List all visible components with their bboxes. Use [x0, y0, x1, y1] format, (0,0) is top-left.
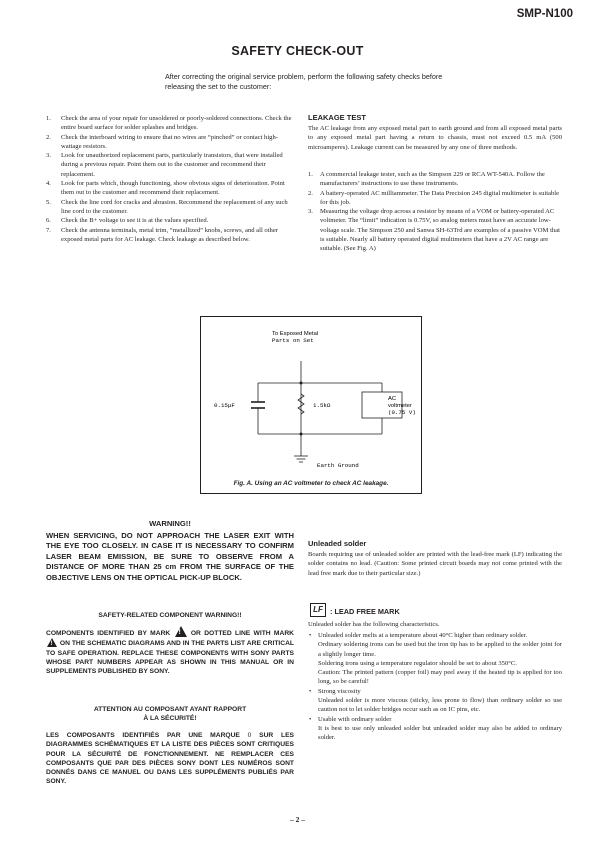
checklist-item [46, 114, 294, 133]
item-line: Strong viscosity [318, 687, 361, 695]
item-number: 5. [46, 198, 51, 206]
page-title: SAFETY CHECK-OUT [231, 44, 364, 58]
item-line: Soldering irons using a temperature regulator should be set to about 350°C. [318, 659, 517, 667]
item-text: A battery-operated AC milliammeter. The Data Precision 245 digital multimeter is suitable for this job. [320, 189, 560, 206]
item-line: Unleaded solder melts at a temperature about 40°C higher than ordinary solder. [318, 632, 528, 639]
item-text: A commercial leakage tester, such as the Simpson 229 or RCA WT-540A. Follow the manufacturers’ instructions to use these instruments. [320, 171, 545, 188]
item-number: 3. [46, 152, 51, 160]
item-number: 1. [308, 171, 313, 178]
item-number: 7. [46, 226, 51, 234]
lead-free-characteristics [308, 631, 562, 743]
unleaded-solder-body: Boards requiring use of unleaded solder are printed with the lead-free mark (LF) indicating the solder contains no lead. (Caution: Some printed circuit boards may not come printed with the lead free mark due to their particular size.) [308, 551, 562, 577]
attention-body [46, 731, 294, 787]
item-number: 1. [46, 115, 51, 122]
component-warning-body [46, 626, 294, 676]
warning-triangle-icon [47, 638, 57, 647]
safety-checklist [46, 114, 294, 244]
checklist-item [46, 179, 294, 198]
attention-text: LES COMPOSANTS IDENTIFIÉS PAR UNE MARQUE [46, 732, 240, 739]
ground-label: Earth Ground [317, 462, 359, 469]
top-sublabel: Parts on Set [272, 337, 314, 344]
lead-free-mark-icon: LF [310, 603, 326, 617]
item-text: Look for parts which, though functioning, show obvious signs of deterioration. Point them out to the customer and recommend their replacement. [61, 180, 285, 197]
item-line: Caution: The printed pattern (copper foil) may peel away if the heated tip is applied for too long, so be careful! [318, 669, 562, 686]
figure-caption: Fig. A. Using an AC voltmeter to check AC leakage. [233, 480, 389, 487]
intro-text: After correcting the original service problem, perform the following safety checks before releasing the set to the customer: [165, 72, 443, 91]
bullet: • [309, 632, 312, 639]
attention-heading [46, 705, 294, 723]
item-text: Check the B+ voltage to see it is at the values specified. [61, 217, 209, 225]
list-item [308, 715, 562, 743]
list-item [308, 687, 562, 715]
bullet: • [309, 715, 312, 723]
resistor-value: 1.5kΩ [313, 402, 331, 409]
safety-mark-symbol: 0 [247, 732, 252, 739]
leakage-test-body: The AC leakage from any exposed metal part to earth ground and from all exposed metal parts to any exposed metal part having a return to chassis, must not exceed 0.5 mA (500 microamperes). Leakage current can be measured by any one of three methods. [308, 125, 562, 151]
meter-label-ac: AC [388, 396, 397, 402]
top-label: To Exposed Metal [272, 331, 319, 337]
attention-heading-line: ATTENTION AU COMPOSANT AYANT RAPPORT [93, 706, 247, 713]
laser-warning-body: WHEN SERVICING, DO NOT APPROACH THE LASER EXIT WITH THE EYE TOO CLOSELY. IN CASE IT IS NECESSARY TO CONFIRM LASER BEAM EMISSION, BE SURE TO OBSERVE FROM A DISTANCE OF MORE THAN 25 cm FROM THE SURFACE OF THE OBJECTIVE LENS ON THE OPTICAL PICK-UP BLOCK. [46, 531, 294, 582]
item-number: 2. [46, 133, 51, 141]
leakage-methods [308, 170, 562, 254]
component-warning-text: OR DOTTED LINE WITH MARK [190, 630, 294, 637]
bullet: • [309, 687, 312, 695]
page-number: – 2 – [290, 815, 305, 824]
item-line: It is best to use only unleaded solder but unleaded solder may also be added to ordinary solder. [318, 724, 562, 742]
item-number: 6. [46, 217, 51, 225]
lead-free-mark-heading: : LEAD FREE MARK [330, 607, 400, 616]
junction-dot [300, 433, 303, 436]
item-number: 3. [308, 208, 313, 216]
checklist-item [46, 151, 294, 179]
unleaded-solder-heading: Unleaded solder [308, 539, 367, 548]
item-text: Check the interboard wiring to ensure that no wires are “pinched” or contact high-wattage resistors. [61, 133, 278, 150]
item-number: 2. [308, 189, 313, 197]
list-item [308, 631, 562, 687]
leakage-circuit-diagram [200, 316, 422, 494]
laser-warning-heading: WARNING!! [149, 519, 191, 528]
lead-free-intro: Unleaded solder has the following characteristics. [308, 621, 440, 628]
model-number: SMP-N100 [516, 8, 573, 20]
attention-text: SUR LES DIAGRAMMES SCHÉMATIQUES ET LA LISTE DES PIÈCES SONT CRITIQUES POUR LA SÉCURITÉ DE FONCTIONNEMENT. NE REMPLACER CES COMPOSANTS QUE PAR DES PIÈCES SONY DONT LES NUMÉROS SONT DONNÉS DANS CE MANUEL OU DANS LES SUPPLÉMENTS PUBLIÉS PAR SONY. [46, 732, 295, 786]
item-text: Look for unauthorized replacement parts, particularly transistors, that were installed during a previous repair. Point them out to the customer and recommend their replacement. [61, 152, 283, 178]
junction-dot [300, 382, 303, 385]
checklist-item [46, 133, 294, 152]
attention-heading-line: À LA SÉCURITÉ! [143, 715, 197, 722]
warning-triangle-icon [175, 626, 187, 637]
leakage-test-heading: LEAKAGE TEST [308, 113, 366, 122]
component-warning-text: COMPONENTS IDENTIFIED BY MARK [46, 630, 171, 637]
item-text: Check the line cord for cracks and abrasion. Recommend the replacement of any such line cord to the customer. [61, 198, 288, 215]
checklist-item [46, 198, 294, 217]
method-item [308, 207, 562, 253]
checklist-item [46, 216, 294, 225]
meter-label-voltmeter: voltmeter [388, 403, 412, 409]
item-number: 4. [46, 180, 51, 188]
item-line: Usable with ordinary solder [318, 715, 392, 723]
component-warning-text: ON THE SCHEMATIC DIAGRAMS AND IN THE PARTS LIST ARE CRITICAL TO SAFE OPERATION. REPLACE THESE COMPONENTS WITH SONY PARTS WHOSE PART NUMBERS APPEAR AS SHOWN IN THIS MANUAL OR IN SUPPLEMENTS PUBLISHED BY SONY. [46, 640, 295, 676]
item-line: Unleaded solder is more viscous (sticky, less prone to flow) than ordinary solder so use caution not to let solder bridges occur such as on IC pins, etc. [318, 697, 562, 714]
method-item [308, 189, 562, 208]
item-text: Measuring the voltage drop across a resistor by means of a VOM or battery-operated AC voltmeter. The “limit” indication is 0.75V, so analog meters must have an accurate low-voltage scale. The Simpson 250 and Sanwa SH-63Trd are examples of a passive VOM that is suitable. Nearly all battery operated digital multimeters that have a 2V AC range are suitable. (See Fig. A) [320, 208, 560, 253]
method-item [308, 170, 562, 189]
item-text: Check the area of your repair for unsoldered or poorly-soldered connections. Check the entire board surface for solder splashes and bridges. [61, 115, 292, 132]
checklist-item [46, 226, 294, 245]
capacitor-value: 0.15μF [214, 402, 235, 409]
item-line: Ordinary soldering irons can be used but the iron tip has to be applied to the solder joint for a slightly longer time. [318, 641, 562, 658]
meter-value: (0.75 V) [388, 409, 416, 416]
component-warning-heading: SAFETY-RELATED COMPONENT WARNING!! [98, 612, 242, 619]
item-text: Check the antenna terminals, metal trim, “metallized” knobs, screws, and all other exposed metal parts for AC leakage. Check leakage as described below. [61, 226, 278, 243]
